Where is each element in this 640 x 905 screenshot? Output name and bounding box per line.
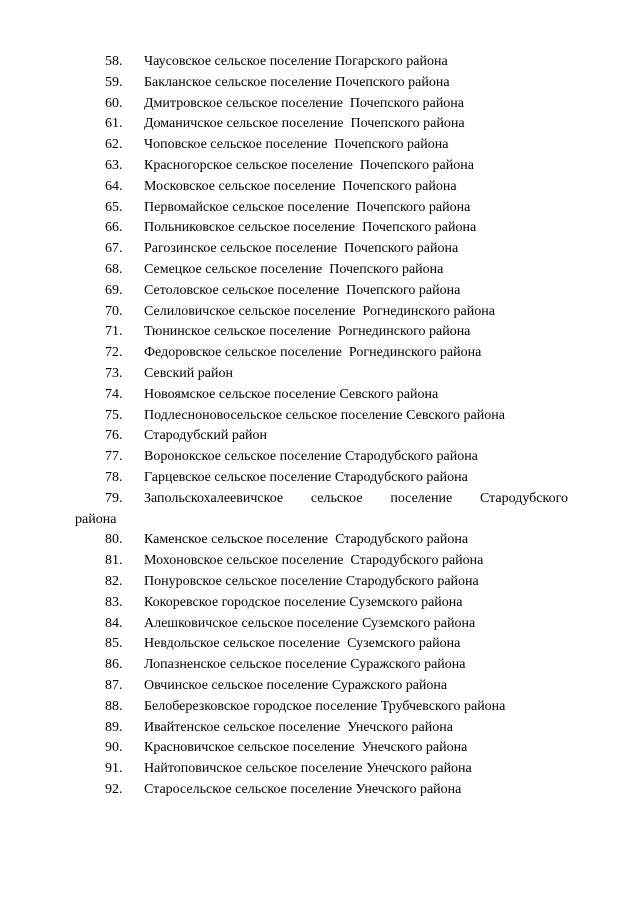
settlement-list-part-1: [0, 52, 640, 489]
list-item: [0, 156, 640, 177]
list-item: [0, 551, 640, 572]
item-number: 82.: [105, 573, 123, 589]
item-text: Найтоповичское сельское поселение Унечского района: [144, 761, 472, 777]
list-item: [0, 260, 640, 281]
item-number: 58.: [105, 54, 123, 69]
item-text: Гарцевское сельское поселение Стародубского района: [144, 469, 468, 485]
list-item: [0, 406, 640, 427]
item-number: 77.: [105, 449, 123, 465]
list-item: [0, 572, 640, 593]
item-number: 88.: [105, 698, 123, 714]
list-item: [0, 718, 640, 739]
item-text: Селиловичское сельское поселение Рогнединского района: [144, 303, 495, 319]
item-number: 61.: [105, 116, 123, 132]
item-number: 91.: [105, 761, 123, 777]
item-number: 84.: [105, 615, 123, 631]
item-text: Доманичское сельское поселение Почепского района: [144, 116, 465, 132]
item-number: 67.: [105, 241, 123, 257]
item-text: Стародубский район: [144, 428, 268, 444]
document-page: [0, 52, 640, 801]
item-number: 76.: [105, 428, 123, 444]
item-text: Рагозинское сельское поселение Почепского района: [144, 241, 459, 257]
item-text-line-2: района: [75, 511, 117, 527]
item-number: 70.: [105, 303, 123, 319]
item-text: Белоберезковское городское поселение Трубчевского района: [144, 698, 506, 714]
item-text: Тюнинское сельское поселение Рогнединского района: [144, 324, 471, 340]
list-item: [0, 364, 640, 385]
list-item: [0, 94, 640, 115]
list-item: [0, 52, 640, 73]
list-item: [0, 530, 640, 551]
list-item-79: [0, 489, 640, 531]
item-number: 75.: [105, 407, 123, 423]
item-text: Новоямское сельское поселение Севского района: [144, 386, 439, 402]
item-number: 65.: [105, 199, 123, 215]
list-item: [0, 759, 640, 780]
item-text: Сетоловское сельское поселение Почепского района: [144, 282, 461, 298]
list-item: [0, 302, 640, 323]
item-word: поселение: [390, 490, 453, 506]
item-text: Красновичское сельское поселение Унечского района: [144, 740, 468, 756]
item-text: Старосельское сельское поселение Унечского района: [144, 781, 462, 797]
list-item: [0, 343, 640, 364]
list-item: [0, 614, 640, 635]
item-text: Севский район: [144, 365, 233, 381]
list-item: [0, 135, 640, 156]
item-text: Первомайское сельское поселение Почепского района: [144, 199, 471, 215]
item-text: Ивайтенское сельское поселение Унечского района: [144, 719, 453, 735]
item-text: Московское сельское поселение Почепского района: [144, 178, 457, 194]
list-item: [0, 177, 640, 198]
item-number: 79.: [105, 490, 123, 506]
list-item: [0, 655, 640, 676]
item-text: Невдольское сельское поселение Суземского района: [144, 636, 461, 652]
item-word: Стародубского: [479, 490, 568, 506]
list-item: [0, 239, 640, 260]
item-word: Запольскохалеевичское: [144, 490, 284, 506]
item-number: 59.: [105, 74, 123, 90]
item-text: Понуровское сельское поселение Стародубского района: [144, 573, 479, 589]
item-number: 92.: [105, 781, 123, 797]
list-item: [0, 676, 640, 697]
list-item: [0, 281, 640, 302]
item-number: 71.: [105, 324, 123, 340]
list-item: [0, 697, 640, 718]
item-text: Чоповское сельское поселение Почепского района: [144, 137, 449, 153]
item-number: 89.: [105, 719, 123, 735]
item-number: 60.: [105, 95, 123, 111]
list-item: [0, 468, 640, 489]
list-item: [0, 218, 640, 239]
list-item: [0, 322, 640, 343]
item-text: Дмитровское сельское поселение Почепского района: [144, 95, 465, 111]
item-text: Каменское сельское поселение Стародубского района: [144, 532, 469, 548]
item-text-line-1: [144, 489, 568, 510]
settlement-list-part-2: [0, 530, 640, 800]
list-item: [0, 73, 640, 94]
item-number: 62.: [105, 137, 123, 153]
item-text: Кокоревское городское поселение Суземского района: [144, 594, 463, 610]
item-text: Лопазненское сельское поселение Суражского района: [144, 657, 466, 673]
item-number: 68.: [105, 261, 123, 277]
item-number: 83.: [105, 594, 123, 610]
item-text: Бакланское сельское поселение Почепского района: [144, 74, 450, 90]
item-number: 72.: [105, 345, 123, 361]
list-item: [0, 780, 640, 801]
list-item: [0, 447, 640, 468]
item-word: сельское: [310, 490, 363, 506]
item-number: 90.: [105, 740, 123, 756]
item-number: 74.: [105, 386, 123, 402]
item-text: Семецкое сельское поселение Почепского района: [144, 261, 444, 277]
list-item: [0, 634, 640, 655]
item-number: 78.: [105, 469, 123, 485]
item-number: 80.: [105, 532, 123, 548]
list-item: [0, 114, 640, 135]
item-text: Овчинское сельское поселение Суражского района: [144, 677, 448, 693]
list-item: [0, 198, 640, 219]
item-number: 85.: [105, 636, 123, 652]
item-text: Воронокское сельское поселение Стародубского района: [144, 449, 478, 465]
item-text: Алешковичское сельское поселение Суземского района: [144, 615, 476, 631]
item-number: 86.: [105, 657, 123, 673]
item-text: Чаусовское сельское поселение Погарского района: [144, 54, 448, 69]
item-number: 87.: [105, 677, 123, 693]
item-number: 69.: [105, 282, 123, 298]
item-number: 73.: [105, 365, 123, 381]
item-text: Мохоновское сельское поселение Стародубского района: [144, 553, 484, 569]
item-number: 66.: [105, 220, 123, 236]
item-number: 81.: [105, 553, 123, 569]
item-number: 64.: [105, 178, 123, 194]
list-item: [0, 426, 640, 447]
item-text: Подлесноновосельское сельское поселение Севского района: [144, 407, 505, 423]
list-item: [0, 385, 640, 406]
item-text: Польниковское сельское поселение Почепского района: [144, 220, 477, 236]
item-number: 63.: [105, 157, 123, 173]
item-text: Красногорское сельское поселение Почепского района: [144, 157, 474, 173]
item-text: Федоровское сельское поселение Рогнединского района: [144, 345, 482, 361]
list-item: [0, 593, 640, 614]
list-item: [0, 738, 640, 759]
